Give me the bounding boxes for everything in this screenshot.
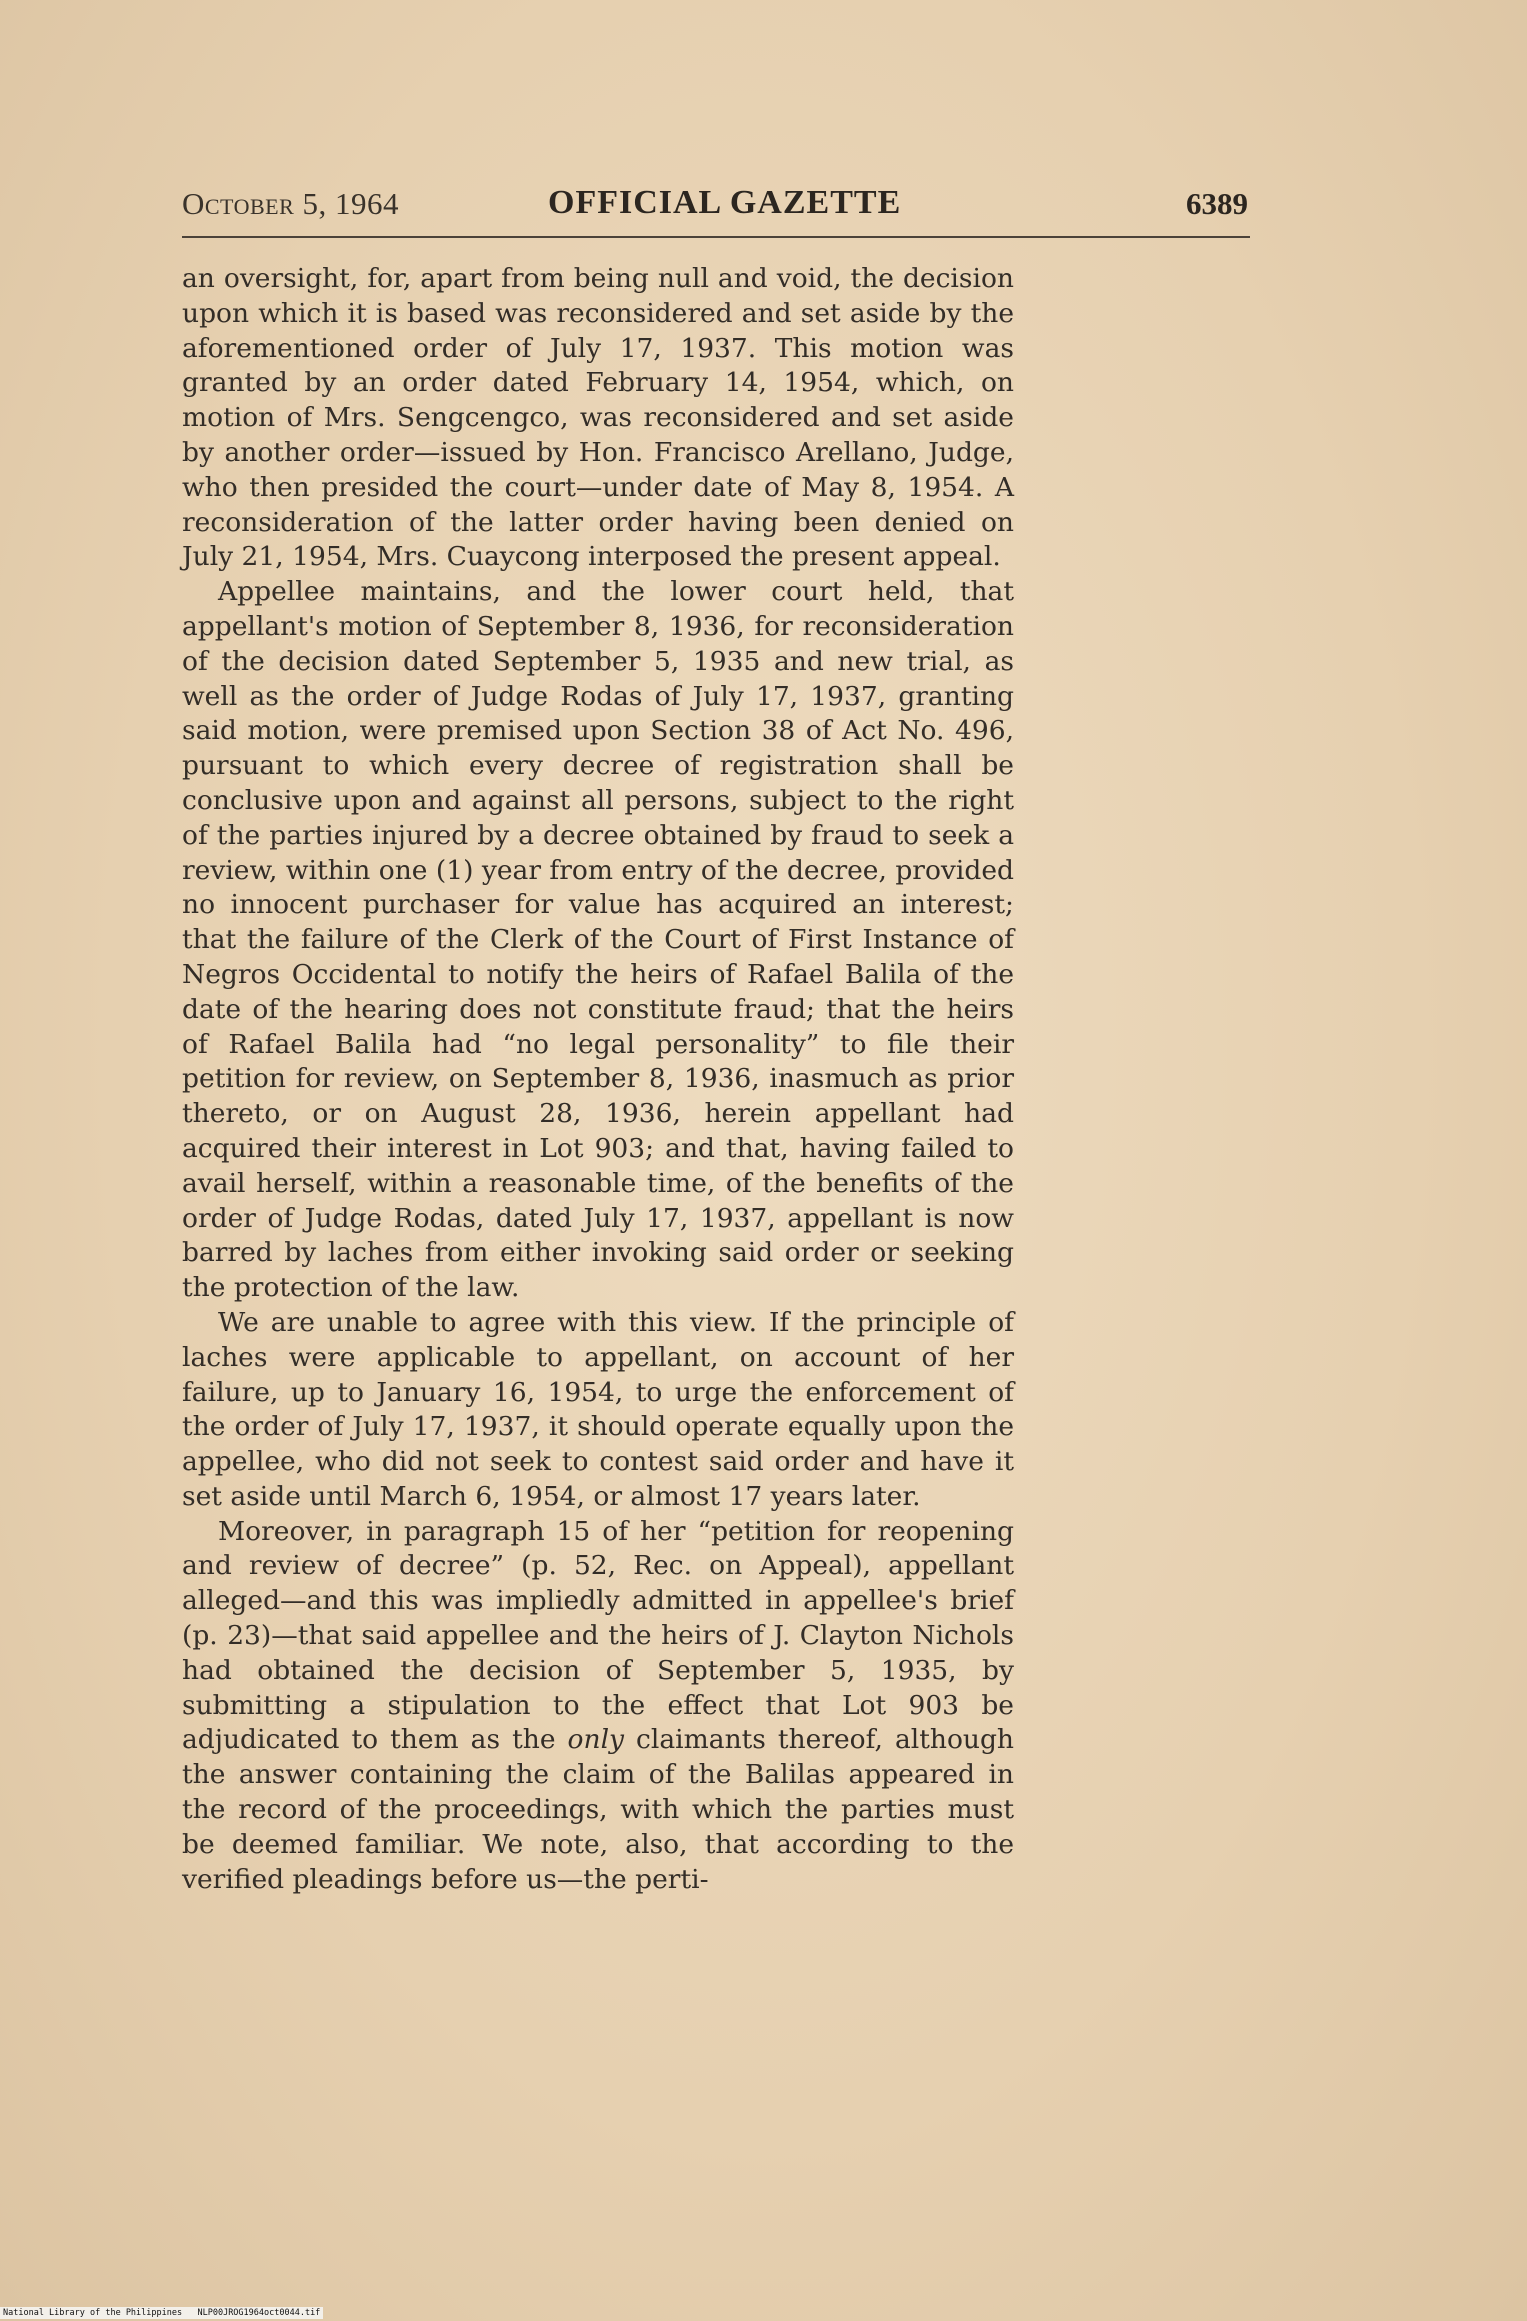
paragraph [182,575,1014,1306]
article-body [182,262,1014,1897]
gazette-title: OFFICIAL GAZETTE [548,184,902,221]
paragraph [182,262,1014,575]
emphasis-text: only [567,1724,625,1756]
scan-footer [0,2307,323,2319]
paragraph-text: Moreover, in paragraph 15 of her “petition for reopening and review of decree” (p. 52, Rec. on Appeal), appellant alleged—and this was impliedly admitted in appellee's brief (p. 23)—that said appellee and the heirs of J. Clayton Nichols had obtained the decision of September 5, 1935, by submitting a stipulation to the effect that Lot 903 be adjudicated to them as the [182,1515,1014,1756]
paragraph-text: an oversight, for, apart from being null and void, the decision upon which it is based was reconsidered and set aside by the aforementioned order of July 17, 1937. This motion was granted by an order dated February 14, 1954, which, on motion of Mrs. Sengcengco, was reconsidered and set aside by another order—issued by Hon. Francisco Arellano, Judge, who then presided the court—under date of May 8, 1954. A reconsideration of the latter order having been denied on July 21, 1954, Mrs. Cuaycong interposed the present appeal. [182,263,1014,573]
paragraph [182,1515,1014,1898]
header-date: October 5, 1964 [182,186,400,221]
paragraph-text: Appellee maintains, and the lower court held, that appellant's motion of September 8, 1936, for reconsideration of the decision dated September 5, 1935 and new trial, as well as the order of Judge Rodas of July 17, 1937, granting said motion, were premised upon Section 38 of Act No. 496, pursuant to which every decree of registration shall be conclusive upon and against all persons, subject to the right of the parties injured by a decree obtained by fraud to seek a review, within one (1) year from entry of the decree, provided no innocent purchaser for value has acquired an interest; that the failure of the Clerk of the Court of First Instance of Negros Occidental to notify the heirs of Rafael Balila of the date of the hearing does not constitute fraud; that the heirs of Rafael Balila had “no legal personality” to file their petition for review, on September 8, 1936, inasmuch as prior thereto, or on August 28, 1936, herein appellant had acquired their interest in Lot 903; and that, having failed to avail herself, within a reasonable time, of the benefits of the order of Judge Rodas, dated July 17, 1937, appellant is now barred by laches from either invoking said order or seeking the protection of the law. [182,576,1014,1304]
page-number: 6389 [1186,186,1248,221]
page-header [182,186,1250,230]
header-rule [182,236,1250,238]
paragraph-text: claimants thereof, although the answer containing the claim of the Balilas appeared in the record of the proceedings, with which the parties must be deemed familiar. We note, also, that according to the verified pleadings before us—the perti- [182,1724,1015,1895]
footer-file-name: NLP00JROG1964oct0044.tif [197,2308,321,2318]
paragraph [182,1306,1014,1515]
footer-source: National Library of the Philippines [3,2308,183,2318]
paragraph-text: We are unable to agree with this view. If the principle of laches were applicable to appellant, on account of her failure, up to January 16, 1954, to urge the enforcement of the order of July 17, 1937, it should operate equally upon the appellee, who did not seek to contest said order and have it set aside until March 6, 1954, or almost 17 years later. [182,1306,1014,1512]
